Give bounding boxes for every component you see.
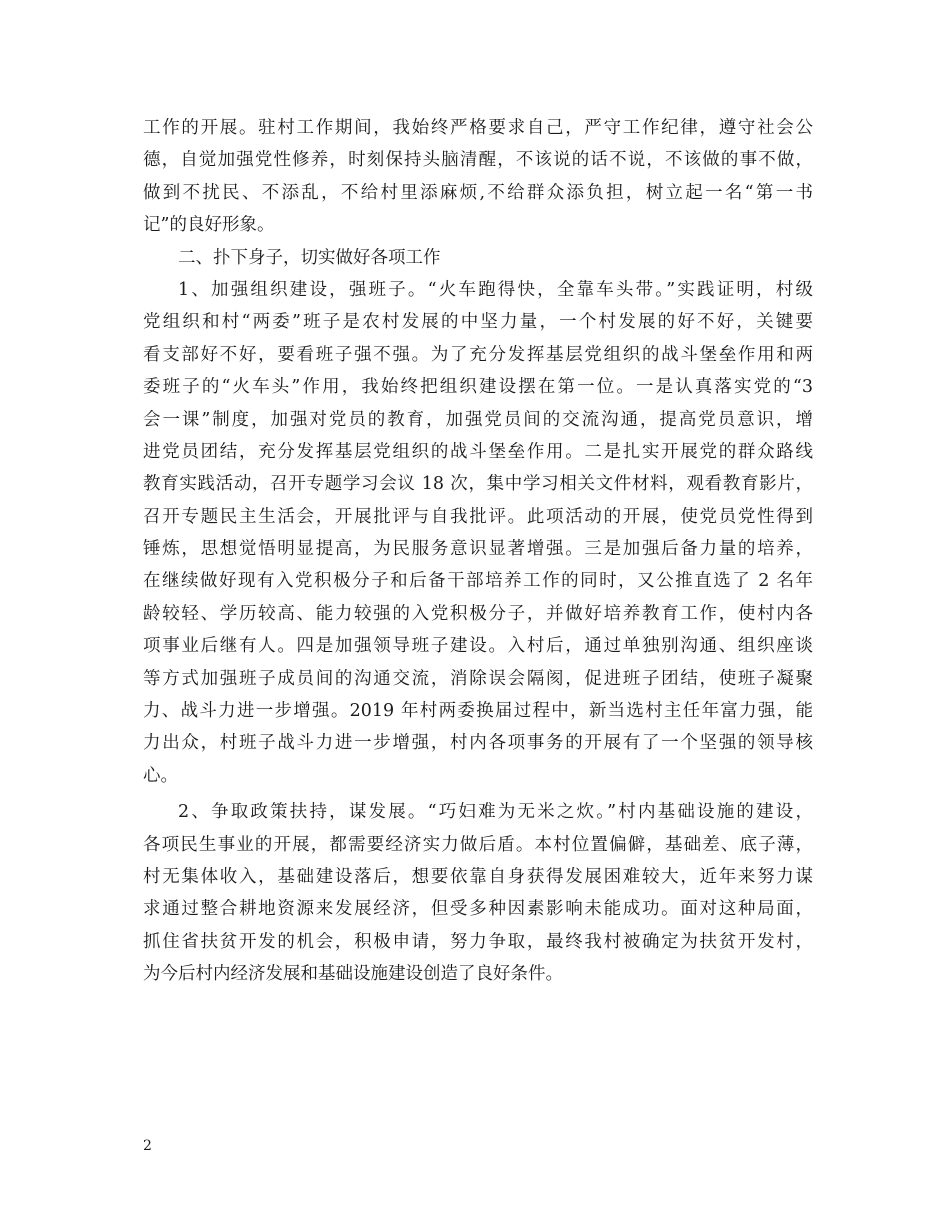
paragraph: [143, 112, 813, 242]
text-line: 项事业后继有人。四是加强领导班子建设。入村后，通过单独别沟通、组织座谈: [143, 636, 813, 657]
text-line: 记”的良好形象。: [143, 215, 275, 236]
text-line: 锤炼，思想觉悟明显提高，为民服务意识显著增强。三是加强后备力量的培养，: [143, 539, 813, 560]
text-line: 委班子的“火车头”作用，我始终把组织建设摆在第一位。一是认真落实党的“3: [143, 377, 813, 398]
text-line: 抓住省扶贫开发的机会，积极申请，努力争取，最终我村被确定为扶贫开发村，: [143, 931, 813, 952]
text-line: 在继续做好现有入党积极分子和后备干部培养工作的同时，又公推直选了 2 名年: [143, 571, 813, 592]
document-body: [143, 112, 813, 991]
paragraph: [143, 274, 813, 792]
text-line: 力出众，村班子战斗力进一步增强，村内各项事务的开展有了一个坚强的领导核: [143, 733, 813, 754]
text-line: 龄较轻、学历较高、能力较强的入党积极分子，并做好培养教育工作，使村内各: [143, 603, 813, 624]
text-line: 力、战斗力进一步增强。2019 年村两委换届过程中，新当选村主任年富力强，能: [143, 701, 813, 722]
text-line: 工作的开展。驻村工作期间，我始终严格要求自己，严守工作纪律，遵守社会公: [143, 118, 813, 138]
text-line: 2、争取政策扶持，谋发展。“巧妇难为无米之炊。”村内基础设施的建设，: [178, 802, 813, 823]
paragraph: [143, 242, 813, 274]
text-line: 会一课”制度，加强对党员的教育，加强党员间的交流沟通，提高党员意识，增: [143, 409, 813, 430]
text-line: 进党员团结，充分发挥基层党组织的战斗堡垒作用。二是扎实开展党的群众路线: [143, 441, 813, 462]
text-line: 为今后村内经济发展和基础设施建设创造了良好条件。: [143, 964, 563, 985]
page-number: 2: [143, 1138, 152, 1154]
text-line: 二、扑下身子，切实做好各项工作: [178, 247, 441, 268]
text-line: 1、加强组织建设，强班子。“火车跑得快，全靠车头带。”实践证明，村级: [178, 279, 813, 300]
text-line: 党组织和村“两委”班子是农村发展的中坚力量，一个村发展的好不好，关键要: [143, 312, 813, 333]
paragraph: [143, 796, 813, 990]
text-line: 各项民生事业的开展，都需要经济实力做后盾。本村位置偏僻，基础差、底子薄，: [143, 834, 813, 855]
text-line: 心。: [143, 765, 178, 786]
text-line: 德，自觉加强党性修养，时刻保持头脑清醒，不该说的话不说，不该做的事不做，: [143, 150, 813, 171]
text-line: 求通过整合耕地资源来发展经济，但受多种因素影响未能成功。面对这种局面，: [143, 899, 813, 920]
text-line: 看支部好不好，要看班子强不强。为了充分发挥基层党组织的战斗堡垒作用和两: [143, 344, 813, 365]
text-line: 教育实践活动，召开专题学习会议 18 次，集中学习相关文件材料，观看教育影片，: [143, 474, 813, 495]
text-line: 村无集体收入，基础建设落后，想要依靠自身获得发展困难较大，近年来努力谋: [143, 866, 813, 887]
text-line: 召开专题民主生活会，开展批评与自我批评。此项活动的开展，使党员党性得到: [143, 506, 813, 527]
text-line: 等方式加强班子成员间的沟通交流，消除误会隔阂，促进班子团结，使班子凝聚: [143, 668, 813, 689]
text-line: 做到不扰民、不添乱，不给村里添麻烦,不给群众添负担，树立起一名“第一书: [143, 182, 813, 203]
